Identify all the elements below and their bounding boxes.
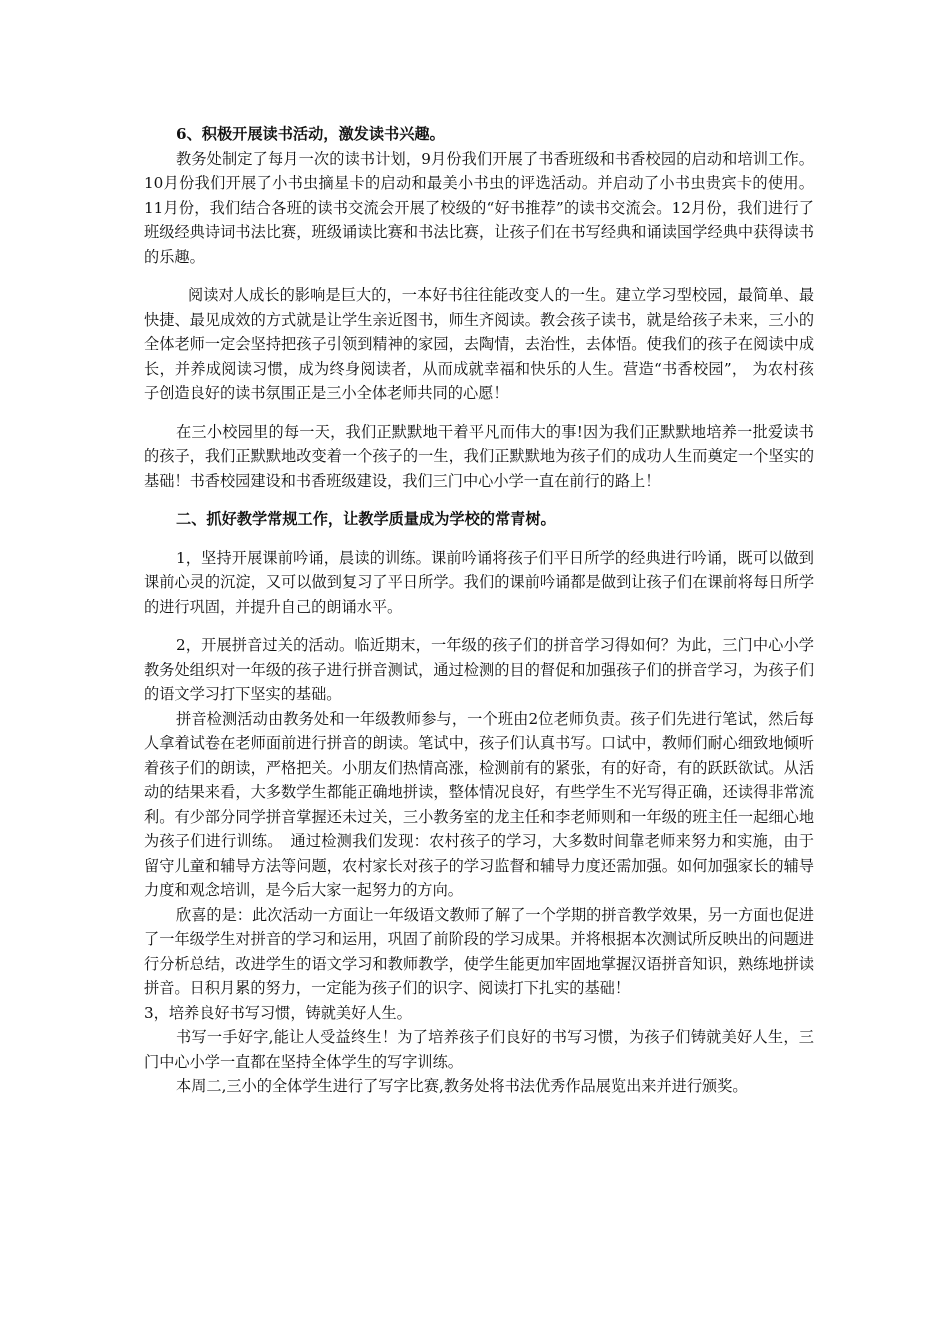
section-heading-teaching: 二、抓好教学常规工作，让教学质量成为学校的常青树。 xyxy=(176,510,556,528)
paragraph-reading-plan: 教务处制定了每月一次的读书计划，9月份我们开展了书香班级和书香校园的启动和培训工作。10月份我们开展了小书虫摘星卡的启动和最美小书虫的评选活动。并启动了小书虫贵宾卡的使用。11月份，我们结合各班的读书交流会开展了校级的“好书推荐”的读书交流会。12月份，我们进行了班级经典诗词书法比赛，班级诵读比赛和书法比赛，让孩子们在书写经典和诵读国学经典中获得读书的乐趣。 xyxy=(144,149,814,266)
paragraph-writing-habit: 书写一手好字,能让人受益终生！为了培养孩子们良好的书写习惯，为孩子们铸就美好人生，三门中心小学一直都在坚持全体学生的写字训练。 xyxy=(144,1028,814,1071)
paragraph-pinyin-results: 欣喜的是：此次活动一方面让一年级语文教师了解了一个学期的拼音教学效果，另一方面也促进了一年级学生对拼音的学习和运用，巩固了前阶段的学习成果。并将根据本次测试所反映出的问题进行分析总结，改进学生的语文学习和教师教学，使学生能更加牢固地掌握汉语拼音知识，熟练地拼读拼音。日积月累的努力，一定能为孩子们的识字、阅读打下扎实的基础！ xyxy=(144,905,814,997)
paragraph-pinyin-test: 拼音检测活动由教务处和一年级教师参与，一个班由2位老师负责。孩子们先进行笔试，然后每人拿着试卷在老师面前进行拼音的朗读。笔试中，孩子们认真书写。口试中，教师们耐心细致地倾听着孩子们的朗读，严格把关。小朋友们热情高涨，检测前有的紧张，有的好奇，有的跃跃欲试。从活动的结果来看，大多数学生都能正确地拼读，整体情况良好，有些学生不光写得正确，还读得非常流利。有少部分同学拼音掌握还未过关，三小教务室的龙主任和李老师则和一年级的班主任一起细心地为孩子们进行训练。 通过检测我们发现：农村孩子的学习，大多数时间靠老师来努力和实施，由于留守儿童和辅导方法等问题，农村家长对孩子的学习监督和辅导力度还需加强。如何加强家长的辅导力度和观念培训，是今后大家一起努力的方向。 xyxy=(144,709,814,899)
paragraph-recitation: 1，坚持开展课前吟诵，晨读的训练。课前吟诵将孩子们平日所学的经典进行吟诵，既可以做到课前心灵的沉淀，又可以做到复习了平日所学。我们的课前吟诵都是做到让孩子们在课前将每日所学的进行巩固，并提升自己的朗诵水平。 xyxy=(144,548,814,616)
paragraph-writing-contest: 本周二,三小的全体学生进行了写字比赛,教务处将书法优秀作品展览出来并进行颁奖。 xyxy=(176,1077,748,1095)
document-body xyxy=(144,122,814,1099)
paragraph-school-mission: 在三小校园里的每一天，我们正默默地干着平凡而伟大的事!因为我们正默默地培养一批爱读书的孩子，我们正默默地改变着一个孩子的一生，我们正默默地为孩子们的成功人生而奠定一个坚实的基础！书香校园建设和书香班级建设，我们三门中心小学一直在前行的路上！ xyxy=(144,422,814,490)
section-heading-reading: 6、积极开展读书活动，激发读书兴趣。 xyxy=(176,125,445,143)
paragraph-reading-impact: 阅读对人成长的影响是巨大的，一本好书往往能改变人的一生。建立学习型校园，最简单、最快捷、最见成效的方式就是让学生亲近图书，师生齐阅读。教会孩子读书，就是给孩子未来，三小的全体老师一定会坚持把孩子引领到精神的家园，去陶情，去治性，去体悟。使我们的孩子在阅读中成长，并养成阅读习惯，成为终身阅读者，从而成就幸福和快乐的人生。营造“书香校园”， 为农村孩子创造良好的读书氛围正是三小全体老师共同的心愿！ xyxy=(144,286,814,402)
paragraph-pinyin-activity: 2，开展拼音过关的活动。临近期末，一年级的孩子们的拼音学习得如何？为此，三门中心小学教务处组织对一年级的孩子进行拼音测试，通过检测的目的督促和加强孩子们的拼音学习，为孩子们的语文学习打下坚实的基础。 xyxy=(144,636,814,703)
paragraph-writing-heading: 3，培养良好书写习惯，铸就美好人生。 xyxy=(144,1003,412,1022)
